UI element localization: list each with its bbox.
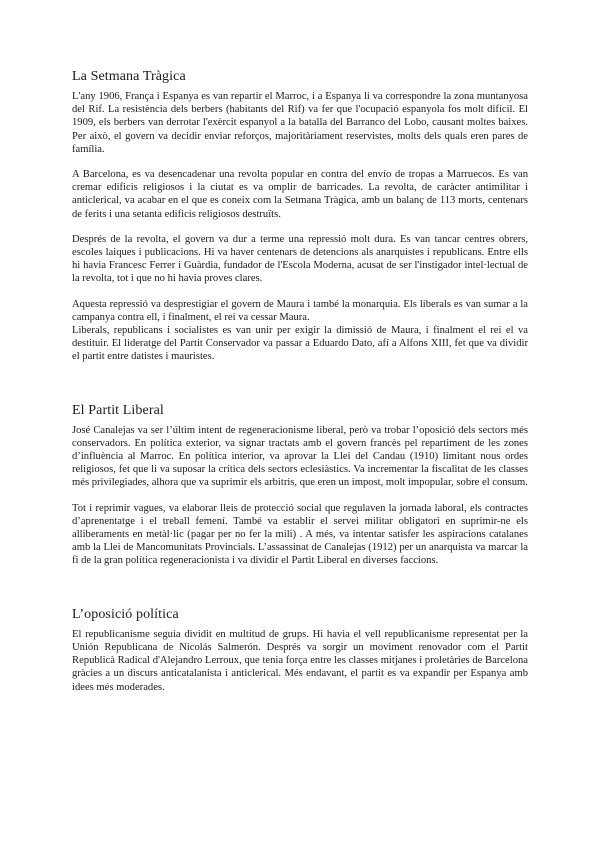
section-oposicio-politica [72, 606, 528, 694]
paragraph: Liberals, republicans i socialistes es van unir per exigir la dimissió de Maura, i finalment el rei el va destituir. El lideratge del Partit Conservador va passar a Eduardo Dato, afí a Alfons XIII, fet que va dividir el partit entre datistes i mauristes. [72, 325, 528, 363]
section-heading: El Partit Liberal [72, 402, 164, 418]
section-heading: L’oposició política [72, 606, 179, 622]
paragraph: Tot i reprimir vagues, va elaborar lleis de protecció social que regulaven la jornada laboral, els contractes d’aprenentatge i el treball femení. També va establir el servei militar obligatori en suprimir-ne els alliberaments en metàl·lic (pagar per no fer la mili) . A més, va intentar satisfer les aspiracions catalanes amb la Llei de Mancomunitats Provincials. L’assassinat de Canalejas (1912) per un anarquista va marcar la fi de la gran política regeneracionista i va dividir el Partit Liberal en diverses faccions. [72, 502, 528, 567]
section-partit-liberal [72, 402, 528, 568]
paragraph: José Canalejas va ser l’últim intent de regeneracionisme liberal, però va trobar l’oposició dels sectors més conservadors. En política exterior, va signar tractats amb el govern francès pel repartiment de les zones d’influència al Marroc. En política interior, va aprovar la Llei del Candau (1910) limitant nous ordes religiosos, fet que li va suposar la crítica dels sectors eclesiàstics. Va incrementar la fiscalitat de les classes més privilegiades, alhora que va suprimir els arbitris, que eren un impost, molt impopular, sobre el consum. [72, 424, 528, 489]
paragraph: El republicanisme seguia dividit en multitud de grups. Hi havia el vell republicanisme representat per la Unión Republicana de Nicolás Salmerón. Després va sorgir un moviment renovador com el Partit Republicà Radical d'Alejandro Lerroux, que tenia força entre les classes mitjanes i proletàries de Barcelona gràcies a un discurs anticatalanista i anticlerical. Més endavant, el partit es va expandir per Espanya amb idees més moderades. [72, 628, 528, 693]
paragraph: L'any 1906, França i Espanya es van repartir el Marroc, i a Espanya li va correspondre la zona muntanyosa del Rif. La resistència dels berbers (habitants del Rif) va fer que l'ocupació espanyola fos molt difícil. El 1909, els berbers van derrotar l'exèrcit espanyol a la batalla del Barranco del Lobo, causant moltes baixes. Per això, el govern va decidir enviar reforços, majoritàriament reservistes, molts dels quals eren pares de família. [72, 91, 528, 155]
paragraph: A Barcelona, es va desencadenar una revolta popular en contra del envío de tropas a Marruecos. Es van cremar edificis religiosos i la ciutat es va omplir de barricades. La revolta, de caràcter antimilitar i anticlerical, va acabar en el que es coneix com la Setmana Tràgica, amb un balanç de 113 morts, centenars de ferits i una setanta edificis religiosos destruïts. [72, 169, 528, 220]
section-setmana-tragica [72, 68, 528, 364]
section-heading: La Setmana Tràgica [72, 69, 186, 84]
paragraph: Després de la revolta, el govern va dur a terme una repressió molt dura. Es van tancar centres obrers, escoles laiques i publicacions. Hi va haver centenars de detencions als anarquistes i republicans. Entre ells hi havia Francesc Ferrer i Guàrdia, fundador de l'Escola Moderna, acusat de ser l'instigador intel·lectual de la revolta, tot i que no hi havia proves clares. [72, 233, 528, 285]
paragraph: Aquesta repressió va desprestigiar el govern de Maura i també la monarquia. Els liberals es van sumar a la campanya contra ell, i finalment, el rei va cessar Maura. [72, 298, 528, 323]
document-page [72, 68, 528, 694]
